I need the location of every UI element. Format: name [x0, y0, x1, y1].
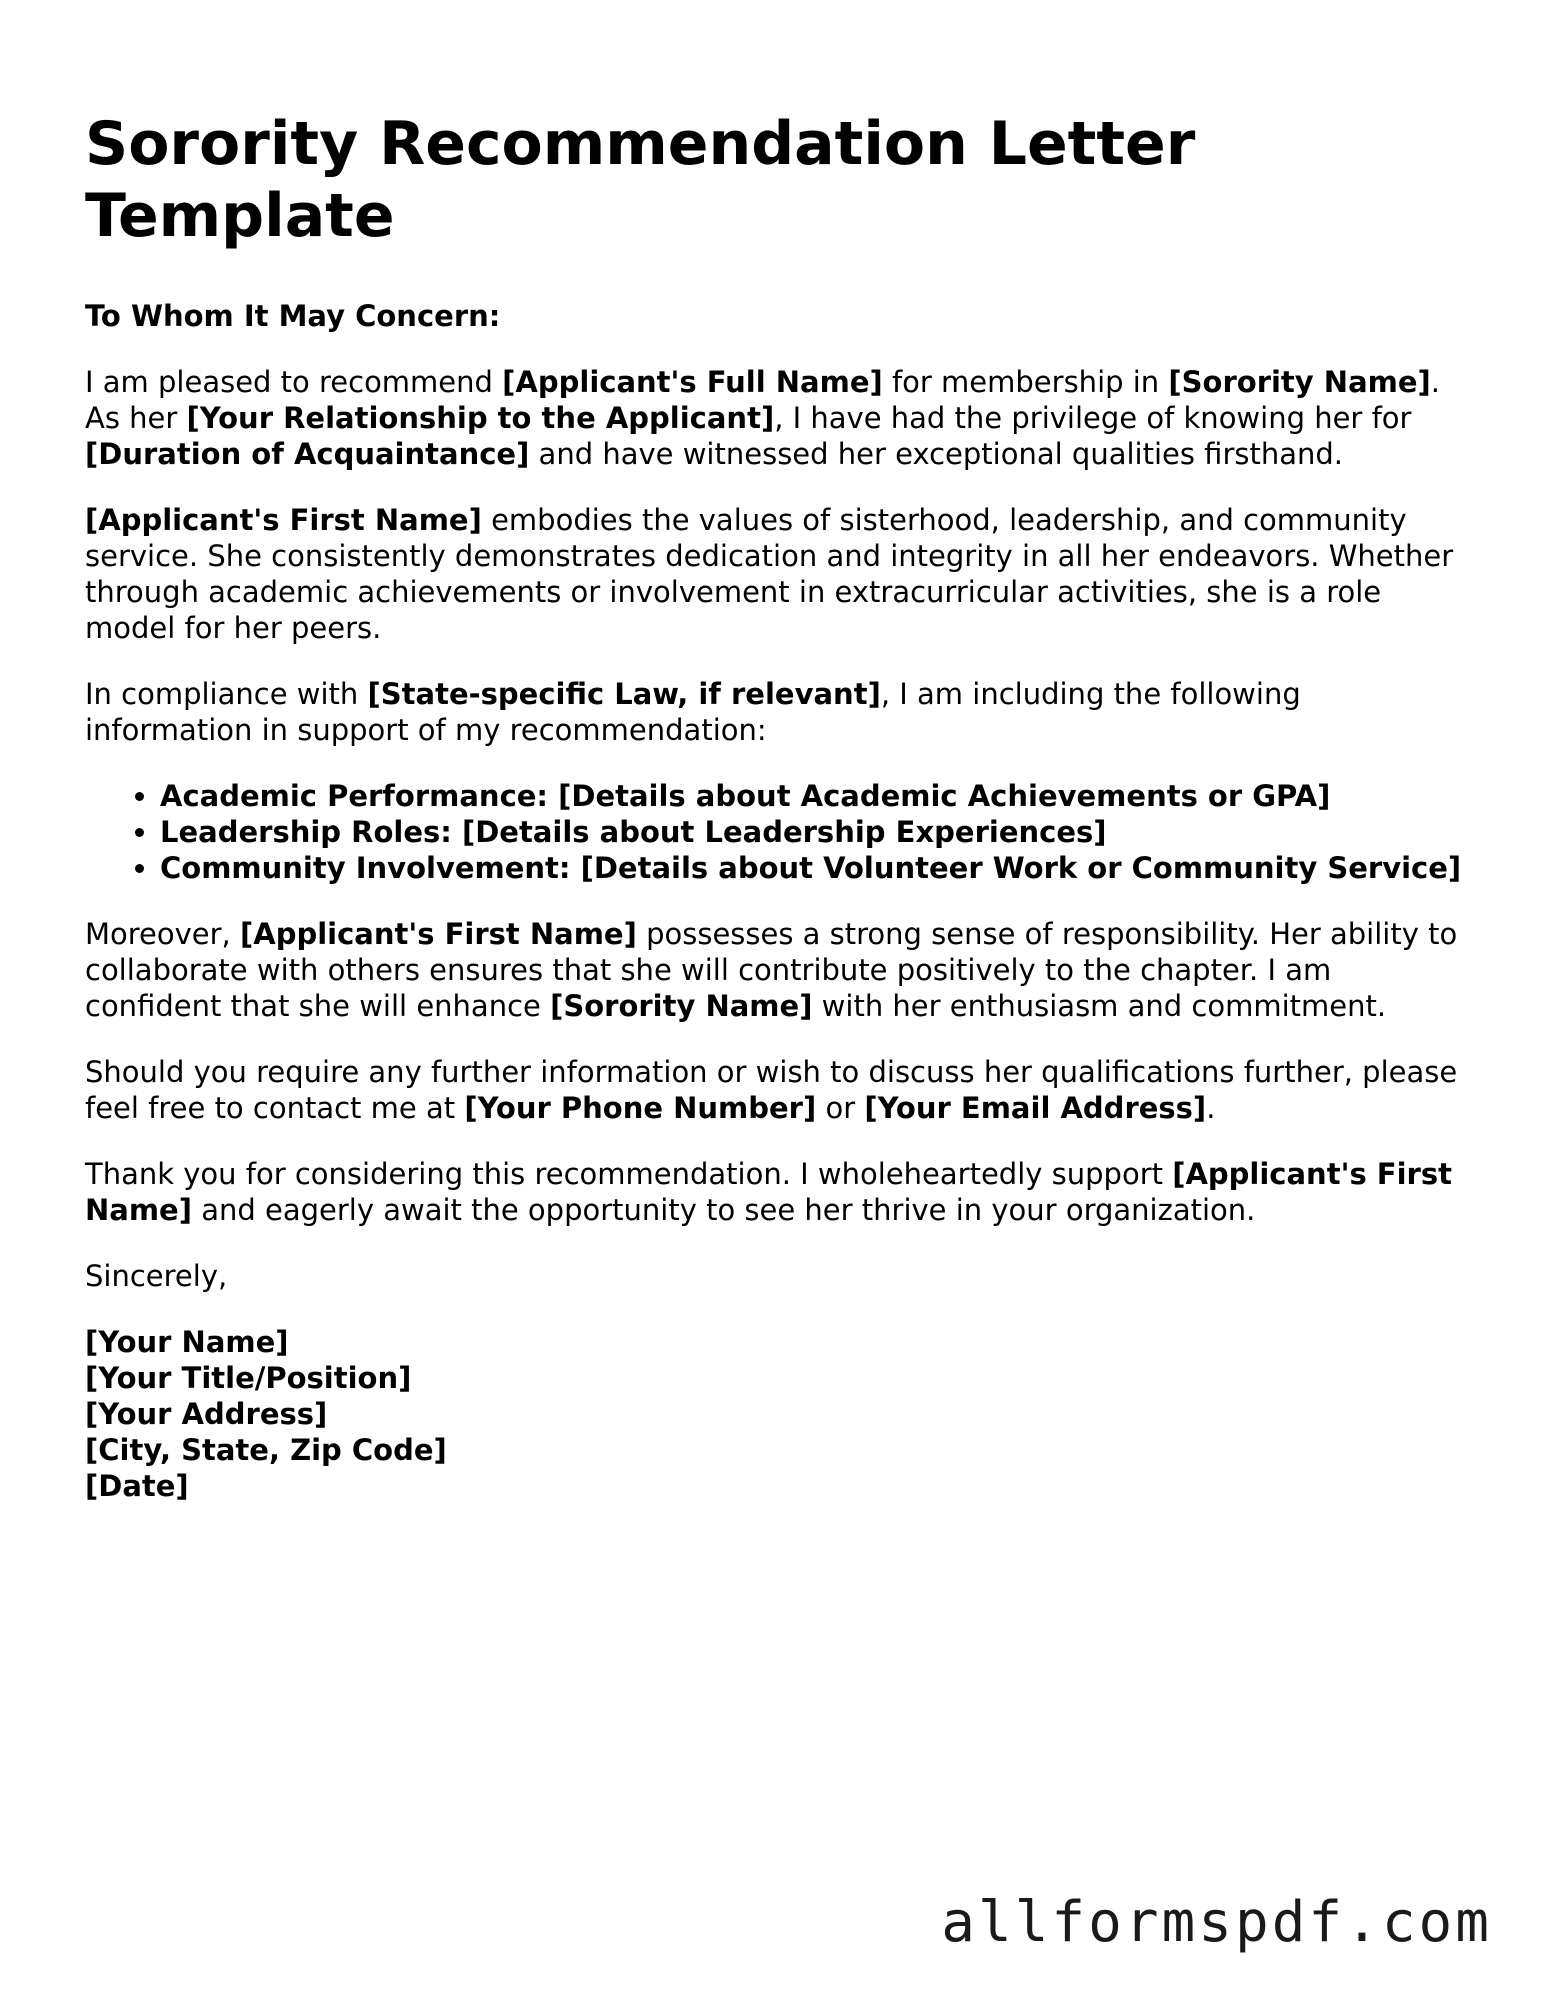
watermark: allformspdf.com — [941, 1890, 1492, 1955]
list-item-community: • Community Involvement: [Details about Volunteer Work or Community Service] — [160, 850, 1465, 886]
list-item-leadership: • Leadership Roles: [Details about Leadership Experiences] — [160, 814, 1465, 850]
salutation — [85, 298, 1465, 334]
p4-text-3: with her enthusiasm and commitment. — [812, 989, 1387, 1023]
placeholder-sorority-name: [Sorority Name] — [1168, 365, 1431, 399]
p3-text-1: In compliance with — [85, 677, 368, 711]
p5-text-1: Should you require any further information or wish to discuss her qualifications further, please feel free to contact me at — [85, 1055, 1458, 1125]
paragraph-compliance — [85, 676, 1465, 748]
paragraph-intro — [85, 364, 1465, 472]
signature-city: [City, State, Zip Code] — [85, 1433, 447, 1467]
paragraph-thanks — [85, 1156, 1465, 1228]
p1-text-1: I am pleased to recommend — [85, 365, 503, 399]
p4-text-1: Moreover, — [85, 917, 240, 951]
placeholder-relationship: [Your Relationship to the Applicant] — [186, 401, 775, 435]
placeholder-applicant-first-name-2: [Applicant's First Name] — [240, 917, 637, 951]
paragraph-contact — [85, 1054, 1465, 1126]
paragraph-responsibility — [85, 916, 1465, 1024]
page-title: Sorority Recommendation Letter Template — [85, 109, 1196, 251]
p4-text-2: possesses a strong sense of responsibility. Her ability to collaborate with others ensures that she will contribute positively to the chapter. I am confident that she will enhance — [85, 917, 1458, 1023]
signature-address: [Your Address] — [85, 1397, 328, 1431]
p6-text-2: and eagerly await the opportunity to see her thrive in your organization. — [191, 1193, 1256, 1227]
letter-page — [85, 108, 1465, 1504]
p1-text-2: for membership in — [882, 365, 1169, 399]
placeholder-email: [Your Email Address] — [864, 1091, 1207, 1125]
placeholder-phone: [Your Phone Number] — [464, 1091, 817, 1125]
p1-text-4: , I have had the privilege of knowing her for — [774, 401, 1412, 435]
details-list — [85, 778, 1465, 886]
p6-text-1: Thank you for considering this recommendation. I wholeheartedly support — [85, 1157, 1173, 1191]
placeholder-applicant-first-name: [Applicant's First Name] — [85, 503, 482, 537]
signature-block — [85, 1324, 1465, 1504]
closing: Sincerely, — [85, 1259, 228, 1293]
signature-name: [Your Name] — [85, 1325, 289, 1359]
p2-text-1: embodies the values of sisterhood, leadership, and community service. She consistently demonstrates dedication and integrity in all her endeavors. Whether through academic achievements or involvement in extracurricular activities, she is a role model for her peers. — [85, 503, 1454, 645]
p5-text-2: or — [816, 1091, 865, 1125]
paragraph-values — [85, 502, 1465, 646]
placeholder-sorority-name-2: [Sorority Name] — [550, 989, 813, 1023]
salutation-text: To Whom It May Concern: — [85, 299, 501, 333]
signature-title: [Your Title/Position] — [85, 1361, 412, 1395]
placeholder-applicant-full-name: [Applicant's Full Name] — [502, 365, 883, 399]
p1-text-3: . As her — [85, 365, 1440, 435]
list-item-academic: • Academic Performance: [Details about Academic Achievements or GPA] — [160, 778, 1465, 814]
placeholder-duration: [Duration of Acquaintance] — [85, 437, 530, 471]
p5-text-3: . — [1206, 1091, 1216, 1125]
placeholder-applicant-first-name-3: [Applicant's First Name] — [85, 1157, 1452, 1227]
p1-text-5: and have witnessed her exceptional qualities firsthand. — [529, 437, 1344, 471]
p3-text-2: , I am including the following information in support of my recommendation: — [85, 677, 1301, 747]
placeholder-state-law: [State-specific Law, if relevant] — [367, 677, 881, 711]
signature-date: [Date] — [85, 1469, 189, 1503]
